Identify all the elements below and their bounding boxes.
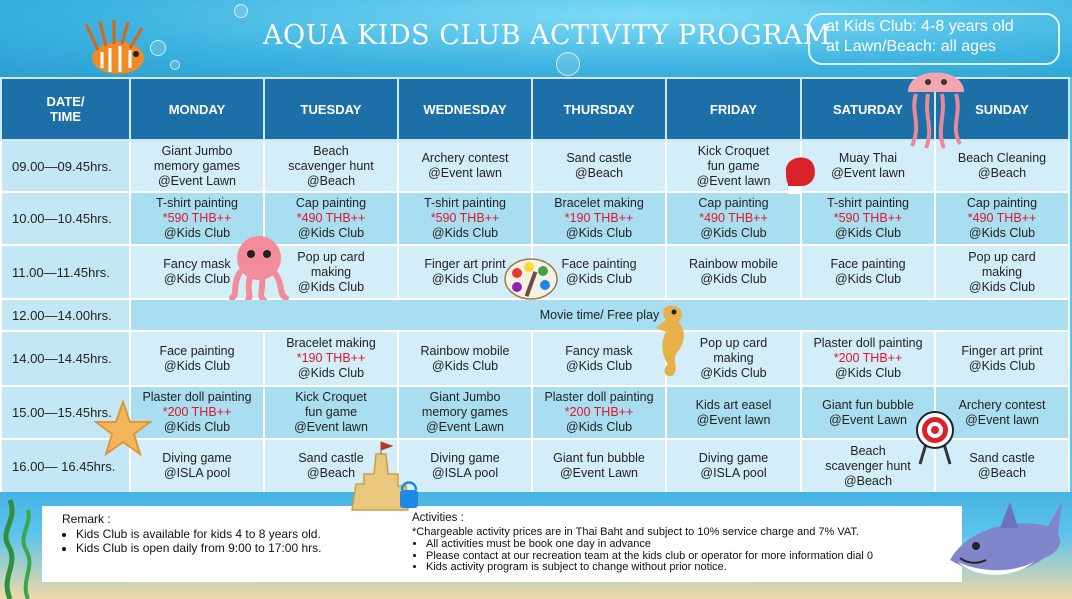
activity-cell [532,439,666,493]
bubble-icon [150,40,166,56]
activity-cell [801,331,935,386]
activity-cell [264,386,398,439]
activity-text: @Event lawn [696,412,771,427]
activity-text: memory games [153,158,241,173]
activity-text: @Event Lawn [828,412,907,427]
activity-text: @Event lawn [428,166,502,180]
target-icon [914,410,956,466]
activity-text: Diving game [430,451,500,465]
activity-text: Plaster doll painting [544,390,654,404]
activity-text: @Beach [306,466,356,480]
shark-icon [944,488,1068,592]
activity-location: @Kids Club [297,366,365,380]
activity-text: Cap painting [966,196,1038,210]
activity-text: Face painting [159,343,235,358]
activity-price: *490 THB++ [967,211,1037,225]
activities-title: Activities : [412,512,464,524]
activity-text: Bracelet making [286,336,376,350]
day-header: TUESDAY [264,78,398,140]
activity-text: @Kids Club [968,358,1036,373]
jellyfish-icon [902,58,970,150]
activity-text: T-shirt painting [827,196,909,210]
activity-price: *200 THB++ [833,351,903,365]
activity-text: @Kids Club [968,279,1036,294]
activity-text: @Beach [977,166,1027,180]
activity-text: Pop up card [968,249,1036,264]
day-header: SUNDAY [935,78,1069,140]
activity-text: Finger art print [961,343,1043,358]
bubble-icon [170,60,180,70]
activity-cell [264,140,398,192]
activity-text: Rainbow mobile [420,343,510,358]
day-header: MONDAY [130,78,264,140]
activity-cell [398,386,532,439]
activity-text: Pop up card [699,336,768,350]
starfish-icon [94,400,152,458]
boxing-glove-icon [780,150,818,196]
activity-text: @Event Lawn [157,173,236,188]
time-cell: 10.00—10.45hrs. [1,192,130,245]
activity-price: *190 THB++ [564,211,634,225]
lionfish-icon [80,20,152,82]
activity-location: @Kids Club [297,226,365,240]
day-header: SATURDAY [801,78,935,140]
activity-text: @Kids Club [700,272,767,286]
activity-text: Sand castle [969,451,1035,465]
activity-cell [666,439,801,493]
activity-text: Kids art easel [695,397,772,412]
activity-cell [532,192,666,245]
free-play-cell: Movie time/ Free play [130,299,1069,331]
activities-item: • All activities must be book one day in advance [426,539,873,551]
sandcastle-icon [346,440,424,514]
activities-item: • Kids activity program is subject to change without prior notice. [426,562,873,574]
activity-text: T-shirt painting [156,196,238,210]
page-title: AQUA KIDS CLUB ACTIVITY PROGRAM [263,20,832,51]
activity-text: Giant Jumbo [429,390,501,404]
activity-price: *190 THB++ [296,351,366,365]
activity-text: @Kids Club [700,366,767,380]
activity-text: making [981,264,1023,279]
activity-text: scavenger hunt [825,458,911,473]
activity-text: Fancy mask [163,257,231,271]
activity-text: @Event lawn [294,420,368,434]
activity-text: Fancy mask [565,343,633,358]
octopus-icon [228,232,290,300]
age-kids-club: at Kids Club: 4-8 years old [826,18,1014,35]
time-cell: 16.00— 16.45hrs. [1,439,130,493]
activity-text: @Kids Club [431,272,499,286]
activity-cell [398,331,532,386]
activity-price: *200 THB++ [564,405,634,419]
activity-price: *590 THB++ [162,211,232,225]
bubble-icon [556,52,580,76]
activity-cell [130,140,264,192]
activity-cell [801,245,935,299]
activity-text: @ISLA pool [700,466,767,480]
activity-text: Face painting [830,257,906,271]
day-header: THURSDAY [532,78,666,140]
activity-text: @Kids Club [834,272,902,286]
activity-text: Plaster doll painting [142,390,252,404]
seahorse-icon [652,302,690,380]
activity-location: @Kids Club [700,226,767,240]
remark-item: • Kids Club is open daily from 9:00 to 17:00 hrs. [76,541,321,555]
activity-cell [666,192,801,245]
activity-text: @Beach [977,466,1027,480]
activity-text: Archery contest [421,151,509,165]
activity-text: making [713,351,754,365]
activity-text: Giant Jumbo [161,143,233,158]
day-header: FRIDAY [666,78,801,140]
activity-text: T-shirt painting [424,196,506,210]
activity-text: Pop up card [297,249,365,264]
activity-text: Diving game [698,451,769,465]
activity-cell [935,192,1069,245]
activities-list [412,539,873,574]
activity-text: @Kids Club [163,358,231,373]
time-cell: 12.00—14.00hrs. [1,299,130,331]
date-time-header: DATE/ TIME [1,78,130,140]
activity-cell [398,192,532,245]
activity-text: making [310,264,352,279]
activity-price: *490 THB++ [699,211,768,225]
activity-text: Beach [313,143,349,158]
activity-location: @Kids Club [834,366,902,380]
time-cell: 15.00—15.45hrs. [1,386,130,439]
schedule-row [1,439,1069,493]
activity-text: @Event lawn [831,166,905,180]
activity-cell [398,140,532,192]
activity-cell [130,331,264,386]
activity-text: @Beach [843,473,893,488]
activity-cell [935,245,1069,299]
activity-text: @Beach [574,166,624,180]
schedule-row [1,331,1069,386]
schedule-row [1,299,1069,331]
activity-text: @Event Lawn [559,466,638,480]
activity-price: *590 THB++ [430,211,500,225]
activity-text: @Beach [306,173,356,188]
activity-text: Rainbow mobile [689,257,778,271]
activity-cell [264,331,398,386]
remark-list [60,527,321,555]
activity-text: memory games [421,405,509,419]
activities-item: • Please contact at our recreation team at the kids club or operator for more information dial 0 [426,551,873,563]
activity-text: fun game [304,405,358,419]
activity-cell [801,192,935,245]
remark-item: • Kids Club is available for kids 4 to 8 years old. [76,527,321,541]
activity-text: Sand castle [298,451,364,465]
activities-price-note: *Chargeable activity prices are in Thai Baht and subject to 10% service charge and 7% VAT. [412,526,859,538]
activity-text: fun game [707,158,760,173]
activity-text: scavenger hunt [288,158,374,173]
activity-location: @Kids Club [968,226,1036,240]
activity-location: @Kids Club [565,420,633,434]
activity-text: Kick Croquet [295,390,367,404]
activity-location: @Kids Club [565,226,633,240]
activity-text: Muay Thai [838,151,898,165]
activity-text: @Event Lawn [425,420,504,434]
activity-text: @Kids Club [565,358,633,373]
activity-text: Face painting [561,257,637,271]
age-lawn-beach: at Lawn/Beach: all ages [826,38,996,55]
activity-price: *490 THB++ [296,211,366,225]
activity-text: @Kids Club [431,358,499,373]
activity-cell [532,386,666,439]
activity-text: Finger art print [424,257,506,271]
day-header: WEDNESDAY [398,78,532,140]
remark-title: Remark : [62,512,111,526]
activity-text: Beach Cleaning [957,151,1047,165]
activity-text: Archery contest [958,397,1046,412]
activity-cell [666,245,801,299]
activity-text: @Kids Club [163,272,231,286]
activity-cell [532,331,666,386]
activity-location: @Kids Club [834,226,902,240]
remarks-panel [42,506,962,582]
activity-location: @Kids Club [431,226,499,240]
activity-text: @Kids Club [297,279,365,294]
paint-palette-icon [503,257,559,301]
activity-text: Beach [850,443,886,458]
time-cell: 11.00—11.45hrs. [1,245,130,299]
activity-text: Cap painting [295,196,367,210]
activity-text: @Event lawn [965,412,1039,427]
schedule-row [1,386,1069,439]
activity-text: Plaster doll painting [813,336,923,350]
activity-text: Giant fun bubble [553,451,645,465]
activity-text: Giant fun bubble [822,397,914,412]
activity-cell [666,386,801,439]
time-cell: 09.00—09.45hrs. [1,140,130,192]
schedule-row [1,192,1069,245]
activity-cell [935,331,1069,386]
activity-text: Bracelet making [554,196,644,210]
activity-cell [532,140,666,192]
activity-text: Sand castle [566,151,632,165]
bubble-icon [234,4,248,18]
activity-location: @Kids Club [163,420,231,434]
time-cell: 14.00—14.45hrs. [1,331,130,386]
activity-text: @ISLA pool [163,466,231,480]
activity-text: Cap painting [698,196,769,210]
activity-text: @ISLA pool [431,466,499,480]
activity-text: Kick Croquet [697,143,770,158]
activity-text: @Event lawn [696,173,771,188]
activity-price: *590 THB++ [833,211,903,225]
activity-location: @Kids Club [163,226,231,240]
activity-text: Diving game [162,451,232,465]
activity-text: @Kids Club [565,272,633,286]
activity-price: *200 THB++ [162,405,232,419]
